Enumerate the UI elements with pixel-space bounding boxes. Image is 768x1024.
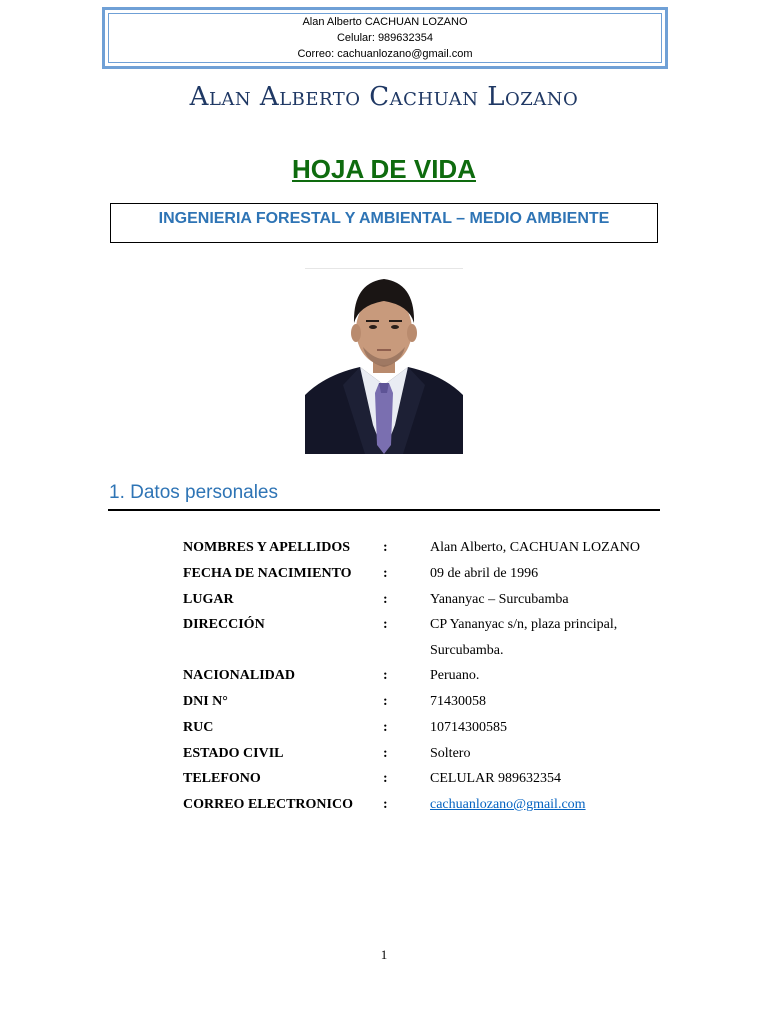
field-value: CELULAR 989632354	[430, 771, 562, 786]
field-value	[430, 797, 586, 813]
field-label: LUGAR	[183, 592, 234, 607]
field-separator: :	[383, 617, 388, 632]
field-label: RUC	[183, 720, 214, 735]
field-separator: :	[383, 797, 388, 812]
field-row-direccion	[183, 617, 663, 641]
field-value: Yananyac – Surcubamba	[430, 592, 569, 607]
field-value: 09 de abril de 1996	[430, 566, 539, 581]
field-label: ESTADO CIVIL	[183, 746, 284, 761]
field-row-telefono	[183, 771, 663, 795]
email-link[interactable]: cachuanlozano@gmail.com	[430, 797, 586, 812]
header-phone: Celular: 989632354	[336, 32, 434, 44]
field-separator: :	[383, 771, 388, 786]
header-contact	[108, 13, 662, 63]
field-value: Peruano.	[430, 668, 480, 683]
profile-photo	[305, 275, 463, 454]
field-label: DIRECCIÓN	[183, 617, 265, 632]
field-separator: :	[383, 720, 388, 735]
field-separator: :	[383, 694, 388, 709]
field-row-fecha-nacimiento	[183, 566, 663, 590]
field-separator: :	[383, 592, 388, 607]
field-value: CP Yananyac s/n, plaza principal,	[430, 617, 618, 632]
field-row-correo	[183, 797, 663, 821]
field-row-nacionalidad	[183, 668, 663, 692]
field-row-lugar	[183, 592, 663, 616]
section-title-datos-personales: 1. Datos personales	[109, 482, 278, 503]
section-divider	[108, 509, 660, 511]
field-value: 71430058	[430, 694, 486, 709]
field-label: FECHA DE NACIMIENTO	[183, 566, 352, 581]
profile-photo-image	[305, 275, 463, 454]
career-box: INGENIERIA FORESTAL Y AMBIENTAL – MEDIO AMBIENTE	[110, 203, 658, 243]
photo-divider	[305, 268, 463, 269]
field-value: Soltero	[430, 746, 471, 761]
field-separator: :	[383, 746, 388, 761]
field-row-dni	[183, 694, 663, 718]
field-separator: :	[383, 540, 388, 555]
field-row-nombres	[183, 540, 663, 564]
field-row-ruc	[183, 720, 663, 744]
field-value: Alan Alberto, CACHUAN LOZANO	[430, 540, 640, 555]
header-box	[102, 7, 668, 69]
field-label: TELEFONO	[183, 771, 261, 786]
field-value: 10714300585	[430, 720, 507, 735]
field-row-direccion-cont	[183, 643, 663, 667]
person-name: Alan Alberto Cachuan Lozano	[189, 82, 579, 112]
header-name: Alan Alberto CACHUAN LOZANO	[302, 16, 468, 28]
field-label: NOMBRES Y APELLIDOS	[183, 540, 350, 555]
field-label: CORREO ELECTRONICO	[183, 797, 353, 812]
field-row-estado-civil	[183, 746, 663, 770]
header-email: Correo: cachuanlozano@gmail.com	[297, 48, 473, 60]
field-value: Surcubamba.	[430, 643, 504, 658]
field-separator: :	[383, 668, 388, 683]
field-separator: :	[383, 566, 388, 581]
page-number: 1	[380, 947, 388, 962]
field-label: NACIONALIDAD	[183, 668, 296, 683]
document-title: HOJA DE VIDA	[292, 154, 476, 184]
field-label: DNI N°	[183, 694, 228, 709]
